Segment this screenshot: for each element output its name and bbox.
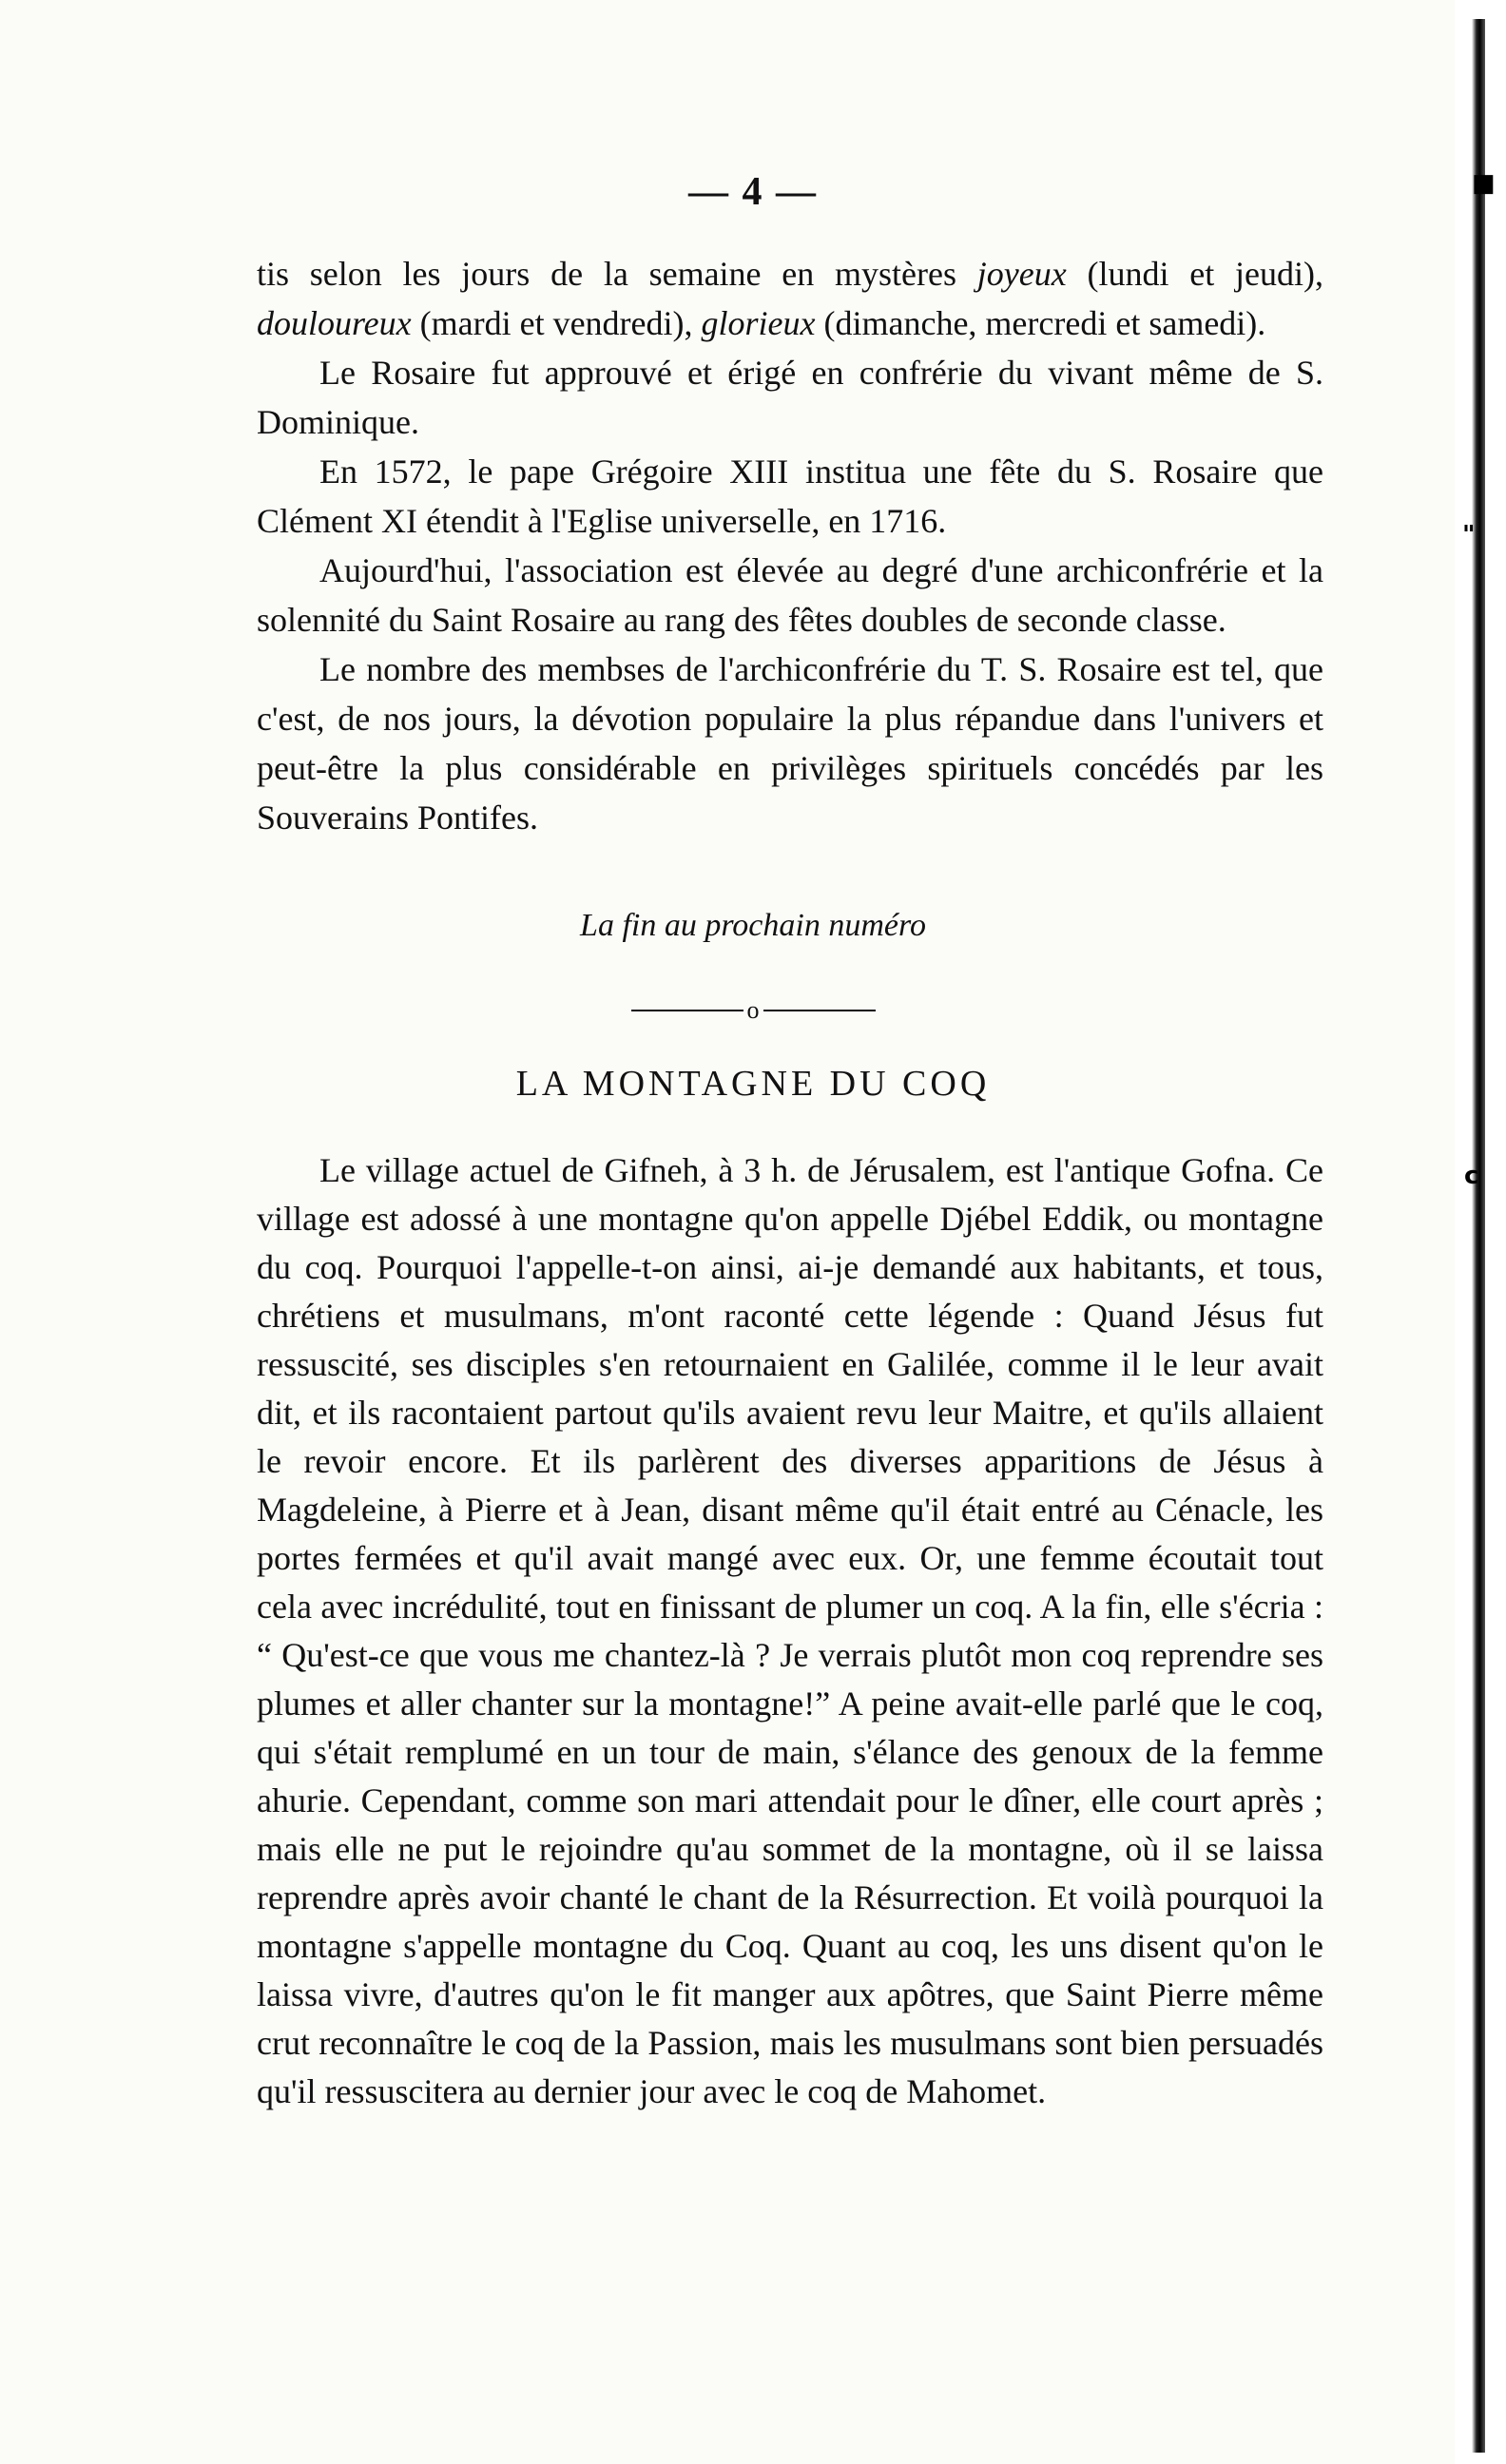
page-number: — 4 — (688, 170, 818, 214)
paragraph: Le nombre des membses de l'archiconfrérie du T. S. Rosaire est tel, que c'est, de nos jours, la dévotion populaire la plus répandue dans l'univers et peut-être la plus considérable en privilèges spirituels concédés par les Souverains Pontifes. (257, 650, 1323, 837)
paragraph: Le Rosaire fut approuvé et érigé en confrérie du vivant même de S. Dominique. (257, 354, 1323, 441)
page-edge-shadow (1472, 19, 1485, 2453)
separator-glyph: o (746, 996, 760, 1025)
margin-mark: c (1464, 1162, 1479, 1190)
article-body (257, 1146, 1323, 2116)
paragraph: Aujourd'hui, l'association est élevée au degré d'une archiconfrérie et la solennité du Saint Rosaire au rang des fêtes doubles de seconde classe. (257, 551, 1323, 639)
continuation-note: La fin au prochain numéro (580, 908, 926, 943)
paragraph: Le village actuel de Gifneh, à 3 h. de Jérusalem, est l'antique Gofna. Ce village est adossé à une montagne qu'on appelle Djébel Eddik, ou montagne du coq. Pourquoi l'appelle-t-on ainsi, ai-je demandé aux habitants, et tous, chrétiens et musulmans, m'ont raconté cette légende : Quand Jésus fut ressuscité, ses disciples s'en retournaient en Galilée, comme il le leur avait dit, et ils racontaient partout qu'ils avaient revu leur Maitre, et qu'ils allaient le revoir encore. Et ils parlèrent des diverses apparitions de Jésus à Magdeleine, à Pierre et à Jean, disant même qu'il était entré au Cénacle, les portes fermées et qu'il avait mangé avec eux. Or, une femme écoutait tout cela avec incrédulité, tout en finissant de plumer un coq. A la fin, elle s'écria : “ Qu'est-ce que vous me chantez-là ? Je verrais plutôt mon coq reprendre ses plumes et aller chanter sur la montagne!” A peine avait-elle parlé que le coq, qui s'était remplumé en un tour de main, s'élance des genoux de la femme ahurie. Cependant, comme son mari attendait pour le dîner, elle court après ; mais elle ne put le rejoindre qu'au sommet de la montagne, où il se laissa reprendre après avoir chanté le chant de la Résurrection. Et voilà pourquoi la montagne s'appelle montagne du Coq. Quant au coq, les uns disent qu'on le laissa vivre, d'autres qu'on le fit manger aux apôtres, que Saint Pierre même crut reconnaître le coq de la Passion, mais les musulmans sont bien persuadés qu'il ressuscitera au dernier jour avec le coq de Mahomet. (257, 1151, 1323, 2110)
section-separator (0, 994, 1506, 1025)
separator-rule (631, 1010, 743, 1011)
paragraph: tis selon les jours de la semaine en mystères joyeux (lundi et jeudi), douloureux (mardi et vendredi), glorieux (dimanche, mercredi et samedi). (257, 255, 1323, 342)
margin-mark: " (1462, 521, 1476, 549)
margin-mark: ■ (1472, 169, 1496, 198)
article-title: LA MONTAGNE DU COQ (515, 1064, 991, 1104)
paragraph: En 1572, le pape Grégoire XIII institua une fête du S. Rosaire que Clément XI étendit à l'Eglise universelle, en 1716. (257, 452, 1323, 540)
separator-rule (763, 1010, 876, 1011)
continued-article (257, 249, 1323, 842)
